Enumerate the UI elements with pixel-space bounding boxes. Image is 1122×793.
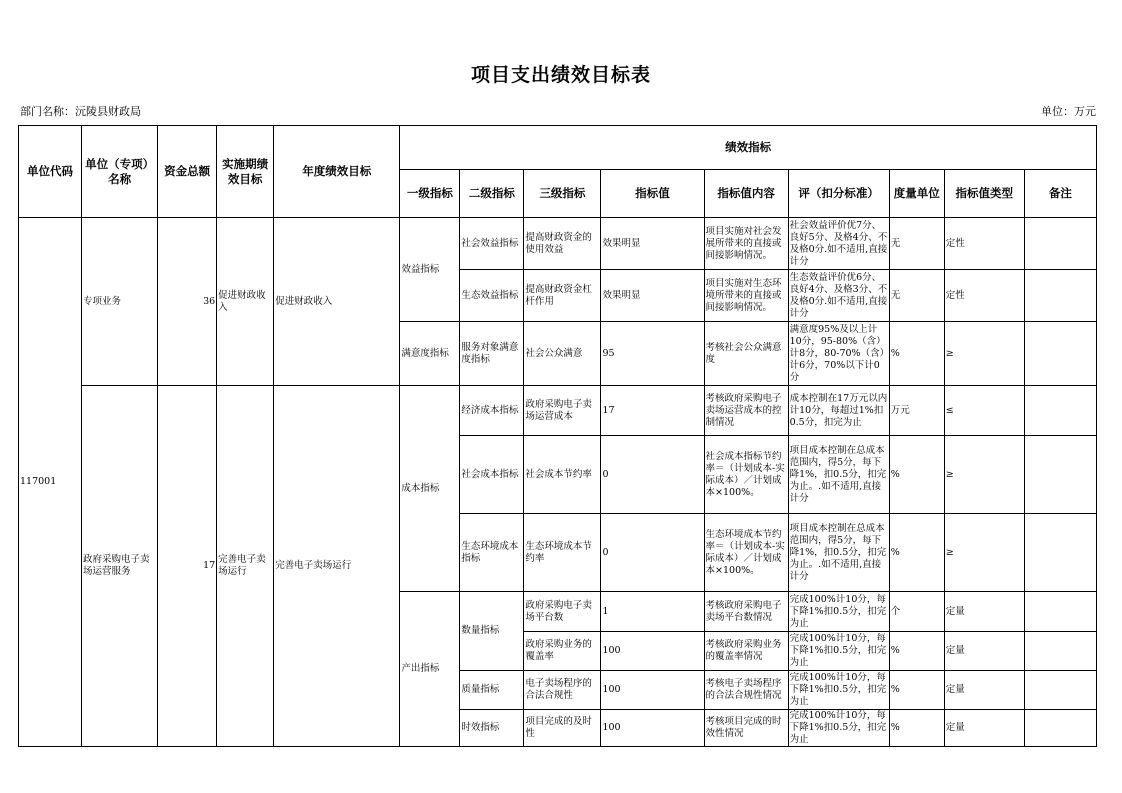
remark-cell — [1024, 514, 1096, 592]
level2-cell: 时效指标 — [460, 710, 524, 747]
value-type-cell: 定量 — [944, 710, 1024, 747]
project-name-cell: 专项业务 — [82, 218, 158, 386]
scoring-cell: 项目成本控制在总成本范围内，得5分，每下降1%，扣0.5分，扣完为止。.如不适用,直接计分 — [789, 522, 887, 582]
value-cell: 1 — [601, 592, 704, 632]
scoring-cell: 项目成本控制在总成本范围内，得5分，每下降1%，扣0.5分，扣完为止。.如不适用,直接计分 — [789, 444, 887, 504]
remark-cell — [1024, 632, 1096, 671]
level2-cell: 生态效益指标 — [460, 270, 524, 322]
value-cell: 效果明显 — [601, 218, 704, 270]
level3-cell: 社会成本节约率 — [524, 436, 601, 514]
scoring-cell: 完成100%计10分，每下降1%扣0.5分，扣完为止 — [789, 593, 887, 629]
value-cell: 100 — [601, 710, 704, 747]
measure-unit-cell: % — [889, 436, 944, 514]
header-level1: 一级指标 — [400, 170, 460, 218]
project-period-goal-cell: 促进财政收入 — [217, 218, 274, 386]
level1-cell: 成本指标 — [400, 386, 460, 592]
header-perf-indicators: 绩效指标 — [400, 126, 1097, 170]
value-cell: 100 — [601, 671, 704, 710]
value-cell: 100 — [601, 632, 704, 671]
measure-unit-cell: 万元 — [889, 386, 944, 436]
level2-cell: 社会效益指标 — [460, 218, 524, 270]
scoring-cell: 生态效益评价优6分、良好4分、及格3分、不及格0分.如不适用,直接计分 — [789, 271, 888, 319]
level2-cell: 经济成本指标 — [460, 386, 524, 436]
value-type-cell: ≥ — [944, 436, 1024, 514]
header-period-goal: 实施期绩效目标 — [217, 126, 274, 218]
currency-unit: 单位：万元 — [1041, 105, 1096, 118]
header-measure-unit: 度量单位 — [889, 170, 944, 218]
level3-cell: 提高财政资金的使用效益 — [524, 218, 601, 270]
measure-unit-cell: % — [889, 632, 944, 671]
measure-unit-cell: % — [889, 514, 944, 592]
value-content-cell: 考核社会公众满意度 — [705, 341, 782, 365]
value-cell: 效果明显 — [601, 270, 704, 322]
department-name: 部门名称：沅陵县财政局 — [20, 105, 141, 118]
value-content-cell: 社会成本指标节约率＝（计划成本-实际成本）／计划成本×100%。 — [705, 450, 785, 498]
value-content-cell: 考核政府采购电子卖场运营成本的控制情况 — [705, 392, 782, 428]
header-value: 指标值 — [601, 170, 704, 218]
level2-cell: 质量指标 — [460, 671, 524, 710]
value-content-cell: 生态环境成本节约率＝（计划成本-实际成本）／计划成本×100%。 — [705, 528, 785, 576]
remark-cell — [1024, 322, 1096, 386]
remark-cell — [1024, 592, 1096, 632]
value-content-cell: 考核电子卖场程序的合法合规性情况 — [705, 678, 782, 701]
remark-cell — [1024, 710, 1096, 747]
level3-cell: 社会公众满意 — [524, 322, 601, 386]
measure-unit-cell: % — [889, 710, 944, 747]
value-cell: 17 — [601, 386, 704, 436]
value-content-cell: 考核政府采购业务的覆盖率情况 — [705, 639, 782, 662]
value-cell: 0 — [601, 514, 704, 592]
header-fund-total: 资金总额 — [158, 126, 217, 218]
level3-cell: 电子卖场程序的合法合规性 — [524, 671, 601, 710]
project-amount-cell: 36 — [158, 218, 217, 386]
scoring-cell: 完成100%计10分，每下降1%扣0.5分，扣完为止 — [789, 710, 887, 745]
measure-unit-cell: % — [889, 671, 944, 710]
level3-cell: 项目完成的及时性 — [524, 710, 601, 747]
header-scoring: 评（扣分标准） — [788, 170, 889, 218]
project-name-cell: 政府采购电子卖场运营服务 — [82, 386, 158, 747]
value-cell: 95 — [601, 322, 704, 386]
header-value-type: 指标值类型 — [944, 170, 1024, 218]
value-type-cell: 定性 — [944, 270, 1024, 322]
level1-cell: 效益指标 — [400, 218, 460, 322]
unit-code-cell: 117001 — [19, 218, 82, 747]
value-content-cell: 项目实施对生态环境所带来的直接或间接影响情况。 — [705, 277, 782, 313]
header-level2: 二级指标 — [460, 170, 524, 218]
performance-target-table — [18, 125, 1097, 747]
scoring-cell: 完成100%计10分，每下降1%扣0.5分，扣完为止 — [789, 633, 887, 668]
level2-cell: 生态环境成本指标 — [460, 514, 524, 592]
scoring-cell: 满意度95%及以上计10分，95-80%（含）计8分，80-70%（含）计6分，70%以下计0分 — [789, 323, 886, 383]
project-period-goal-cell: 完善电子卖场运行 — [217, 386, 274, 747]
level2-cell: 数量指标 — [460, 592, 524, 671]
value-cell: 0 — [601, 436, 704, 514]
value-content-cell: 项目实施对社会发展所带来的直接或间接影响情况。 — [705, 225, 782, 261]
remark-cell — [1024, 270, 1096, 322]
remark-cell — [1024, 671, 1096, 710]
value-type-cell: ≥ — [944, 514, 1024, 592]
remark-cell — [1024, 436, 1096, 514]
level2-cell: 社会成本指标 — [460, 436, 524, 514]
level3-cell: 政府采购电子卖场平台数 — [524, 592, 601, 632]
value-content-cell: 考核项目完成的时效性情况 — [705, 716, 782, 739]
value-type-cell: 定量 — [944, 632, 1024, 671]
scoring-cell: 成本控制在17万元以内计10分，每超过1%扣0.5分，扣完为止 — [789, 392, 888, 428]
project-annual-goal-cell: 完善电子卖场运行 — [274, 386, 400, 747]
value-type-cell: 定量 — [944, 671, 1024, 710]
measure-unit-cell: 无 — [889, 270, 944, 322]
scoring-cell: 社会效益评价优7分、良好5分、及格4分、不及格0分.如不适用,直接计分 — [789, 219, 888, 267]
measure-unit-cell: 个 — [889, 592, 944, 632]
header-level3: 三级指标 — [524, 170, 601, 218]
project-amount-cell: 17 — [158, 386, 217, 747]
header-value-content: 指标值内容 — [704, 170, 788, 218]
remark-cell — [1024, 218, 1096, 270]
value-type-cell: 定量 — [944, 592, 1024, 632]
header-remark: 备注 — [1024, 170, 1096, 218]
measure-unit-cell: % — [889, 322, 944, 386]
measure-unit-cell: 无 — [889, 218, 944, 270]
remark-cell — [1024, 386, 1096, 436]
value-type-cell: ≥ — [944, 322, 1024, 386]
level1-cell: 产出指标 — [400, 592, 460, 747]
header-unit-code: 单位代码 — [19, 126, 82, 218]
level3-cell: 政府采购业务的覆盖率 — [524, 632, 601, 671]
header-annual-goal: 年度绩效目标 — [274, 126, 400, 218]
value-content-cell: 考核政府采购电子卖场平台数情况 — [705, 599, 782, 623]
value-type-cell: ≤ — [944, 386, 1024, 436]
level3-cell: 生态环境成本节约率 — [524, 514, 601, 592]
level3-cell: 提高财政资金杠杆作用 — [524, 270, 601, 322]
level2-cell: 服务对象满意度指标 — [460, 322, 524, 386]
level3-cell: 政府采购电子卖场运营成本 — [524, 386, 601, 436]
level1-cell: 满意度指标 — [400, 322, 460, 386]
project-annual-goal-cell: 促进财政收入 — [274, 218, 400, 386]
value-type-cell: 定性 — [944, 218, 1024, 270]
page-title: 项目支出绩效目标表 — [470, 64, 651, 86]
header-unit-name: 单位（专项）名称 — [82, 126, 158, 218]
scoring-cell: 完成100%计10分，每下降1%扣0.5分，扣完为止 — [789, 672, 887, 707]
